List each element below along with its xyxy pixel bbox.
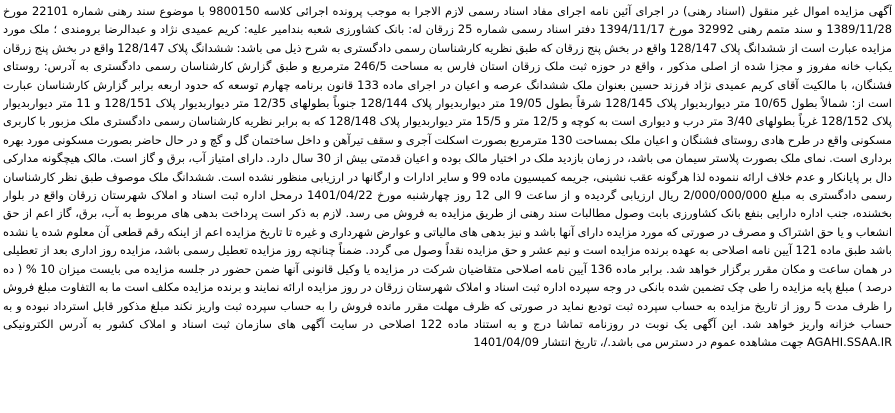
auction-notice-body: آگهی مزایده اموال غیر منقول (اسناد رهنی) در اجرای آئین نامه اجرای مفاد اسناد رسمی لازم الاجرا به موجب پرونده اجرائی کلاسه 9800150 با موضوع سند رهنی شماره 22101 مورخ 1389/11/28 و سند متمم رهنی 32992 مورخ 1394/11/17 دفتر اسناد رسمی شماره 25 زرقان له: بانک کشاورزی شعبه بندامیر علیه: کریم عمیدی نژاد و عبدالرضا برومندی ؛ ملک مورد مزایده عبارت است از ششدانگ پلاک 128/147 واقع در بخش پنج زرقان که طبق نظریه کارشناسان رسمی دادگستری به شرح ذیل می باشد: ششدانگ پلاک 128/147 واقع در بخش پنج زرقان یکباب خانه مفروز و مجزا شده از اصلی مذکور ، واقع در حوزه ثبت ملک زرقان استان فارس به مساحت 246/5 مترمربع و طبق گزارش کارشناسان رسمی دادگستری به آدرس: روستای فشنگان، با مالکیت آقای کریم عمیدی نژاد فرزند حسین بعنوان ملک ششدانگ عرصه و اعیان در اجرای ماده 133 قانون برنامه چهارم توسعه که حدود اربعه برابر گزارش کارشناسان عبارت است از: شمالاً بطول 10/65 متر دیواربدیوار پلاک 128/145 شرقاً بطول 19/05 متر دیواربدیوار پلاک 128/144 جنوباً بطولهای 12/35 متر دیواربدیوار پلاک 128/151 و 11 متر دیواربدیوار پلاک 128/152 غرباً بطولهای 3/40 متر درب و دیواری است به کوچه و 12/5 متر و 15/5 متر دیواربدیوار پلاک 128/148 که به برابر نظریه کارشناسان رسمی دادگستری ملک مزبور با کاربری مسکونی واقع در طرح هادی روستای فشنگان و اعیان ملک بمساحت 130 مترمربع بصورت اسکلت آجری و سقف تیرآهن و داخل ساختمان گل و گچ و در حال حاضر بصورت مسکونی مورد بهره برداری است. نمای ملک بصورت پلاستر سیمان می باشد، در زمان بازدید ملک در اختیار مالک بوده و اعیان قدمتی بیش از 30 سال دارد. دارای امتیاز آب، برق و گاز است. مالک هیچگونه مدارکی دال بر پایانکار و عدم خلاف ارائه ننموده لذا هرگونه عقب نشینی، جریمه کمیسیون ماده 99 و سایر ادارات و ارگانها در ارزیابی منظور نشده است. ششدانگ ملک موصوف طبق نظر کارشناسان رسمی دادگستری به مبلغ 2/000/000/000 ریال ارزیابی گردیده و از ساعت 9 الی 12 روز چهارشنبه مورخ 1401/04/22 درمحل اداره ثبت اسناد و املاک شهرستان زرقان واقع در بلوار بخشنده، جنب اداره دارایی بنفع بانک کشاورزی بابت وصول مطالبات سند رهنی از طریق مزایده به فروش می رسد. لازم به ذکر است پرداخت بدهی های مربوط به آب، برق، گاز اعم از حق انشعاب و یا حق اشتراک و مصرف در صورتی که مورد مزایده دارای آنها باشد و نیز بدهی های مالیاتی و عوارض شهرداری و غیره تا تاریخ مزایده اعم از اینکه رقم قطعی آن معلوم شده یا نشده باشد طبق ماده 121 آیین نامه اصلاحی به عهده برنده مزایده است و نیم عشر و حق مزایده نقداً وصول می گردد. ضمناً چنانچه روز مزایده تعطیل رسمی باشد، مزایده روز اداری بعد از تعطیلی در همان ساعت و مکان مقرر برگزار خواهد شد. برابر ماده 136 آیین نامه اصلاحی متقاضیان شرکت در مزایده یا وکیل قانونی آنها ضمن حضور در جلسه مزایده می بایست میزان 10 % ( ده درصد ) مبلغ پایه مزایده را طی چک تضمین شده بانکی در وجه سپرده اداره ثبت اسناد و املاک شهرستان زرقان در روز مزایده ارائه نمایند و برنده مزایده مکلف است ما به التفاوت مبلغ فروش را ظرف مدت 5 روز از تاریخ مزایده به حساب سپرده ثبت تودیع نماید در صورتی که ظرف مهلت مقرر مانده فروش را به حساب سپرده ثبت واریز نکند مبلغ مذکور قابل استرداد نبوده و به حساب خزانه واریز خواهد شد. این آگهی یک نوبت در روزنامه تماشا درج و به استناد ماده 122 اصلاحی در سایت آگهی های سازمان ثبت اسناد و املاک کشور به آدرس الکترونیکی AGAHI.SSAA.IR جهت مشاهده عموم در دسترس می باشد./، تاریخ انتشار 1401/04/09 — [3, 4, 892, 350]
auction-notice — [3, 2, 892, 409]
